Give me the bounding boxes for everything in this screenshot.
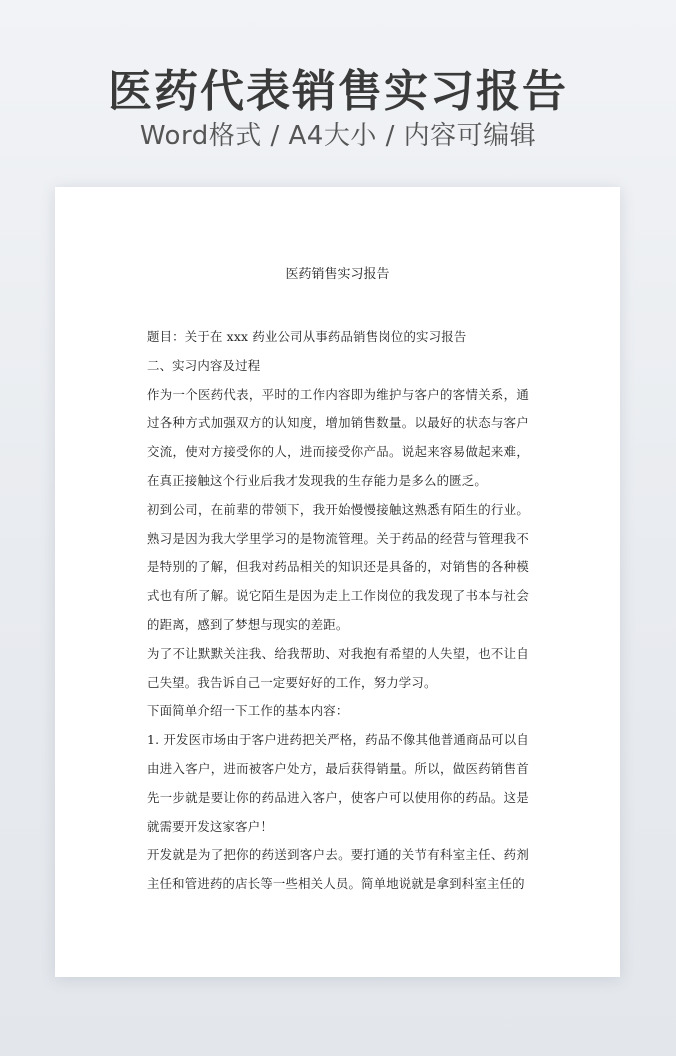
body-paragraph: 开发就是为了把你的药送到客户去。要打通的关节有科室主任、药剂主任和管进药的店长等一些相关人员。简单地说就是拿到科室主任的 xyxy=(147,847,529,892)
document-heading: 医药销售实习报告 xyxy=(285,267,390,282)
banner xyxy=(0,0,676,186)
body-paragraph: 初到公司，在前辈的带领下，我开始慢慢接触这熟悉有陌生的行业。熟习是因为我大学里学习的是物流管理。关于药品的经营与管理我不是特别的了解，但我对药品相关的知识还是具备的，对销售的各种模式也有所了解。说它陌生是因为走上工作岗位的我发现了书本与社会的距离，感到了梦想与现实的差距。 xyxy=(147,501,529,632)
body-paragraph: 为了不让默默关注我、给我帮助、对我抱有希望的人失望，也不让自己失望。我告诉自己一定要好好的工作，努力学习。 xyxy=(147,645,529,690)
section-heading: 二、实习内容及过程 xyxy=(147,357,261,373)
body-paragraph: 作为一个医药代表，平时的工作内容即为维护与客户的客情关系，通过各种方式加强双方的认知度，增加销售数量。以最好的状态与客户交流，使对方接受你的人，进而接受你产品。说起来容易做起来难，在真正接触这个行业后我才发现我的生存能力是多么的匮乏。 xyxy=(147,386,529,488)
banner-subtitle: Word格式 / A4大小 / 内容可编辑 xyxy=(139,121,537,151)
body-paragraph: 下面简单介绍一下工作的基本内容： xyxy=(147,703,349,719)
banner-title: 医药代表销售实习报告 xyxy=(108,66,568,117)
list-item: 1. 开发医市场由于客户进药把关严格，药品不像其他普通商品可以自由进入客户，进而被客户处方，最后获得销量。所以，做医药销售首先一步就是要让你的药品进入客户，使客户可以使用你的药品。这是就需要开发这家客户！ xyxy=(147,732,529,834)
document-page xyxy=(55,187,620,977)
report-topic: 题目：关于在 xxx 药业公司从事药品销售岗位的实习报告 xyxy=(147,329,467,344)
document-body xyxy=(147,323,529,899)
